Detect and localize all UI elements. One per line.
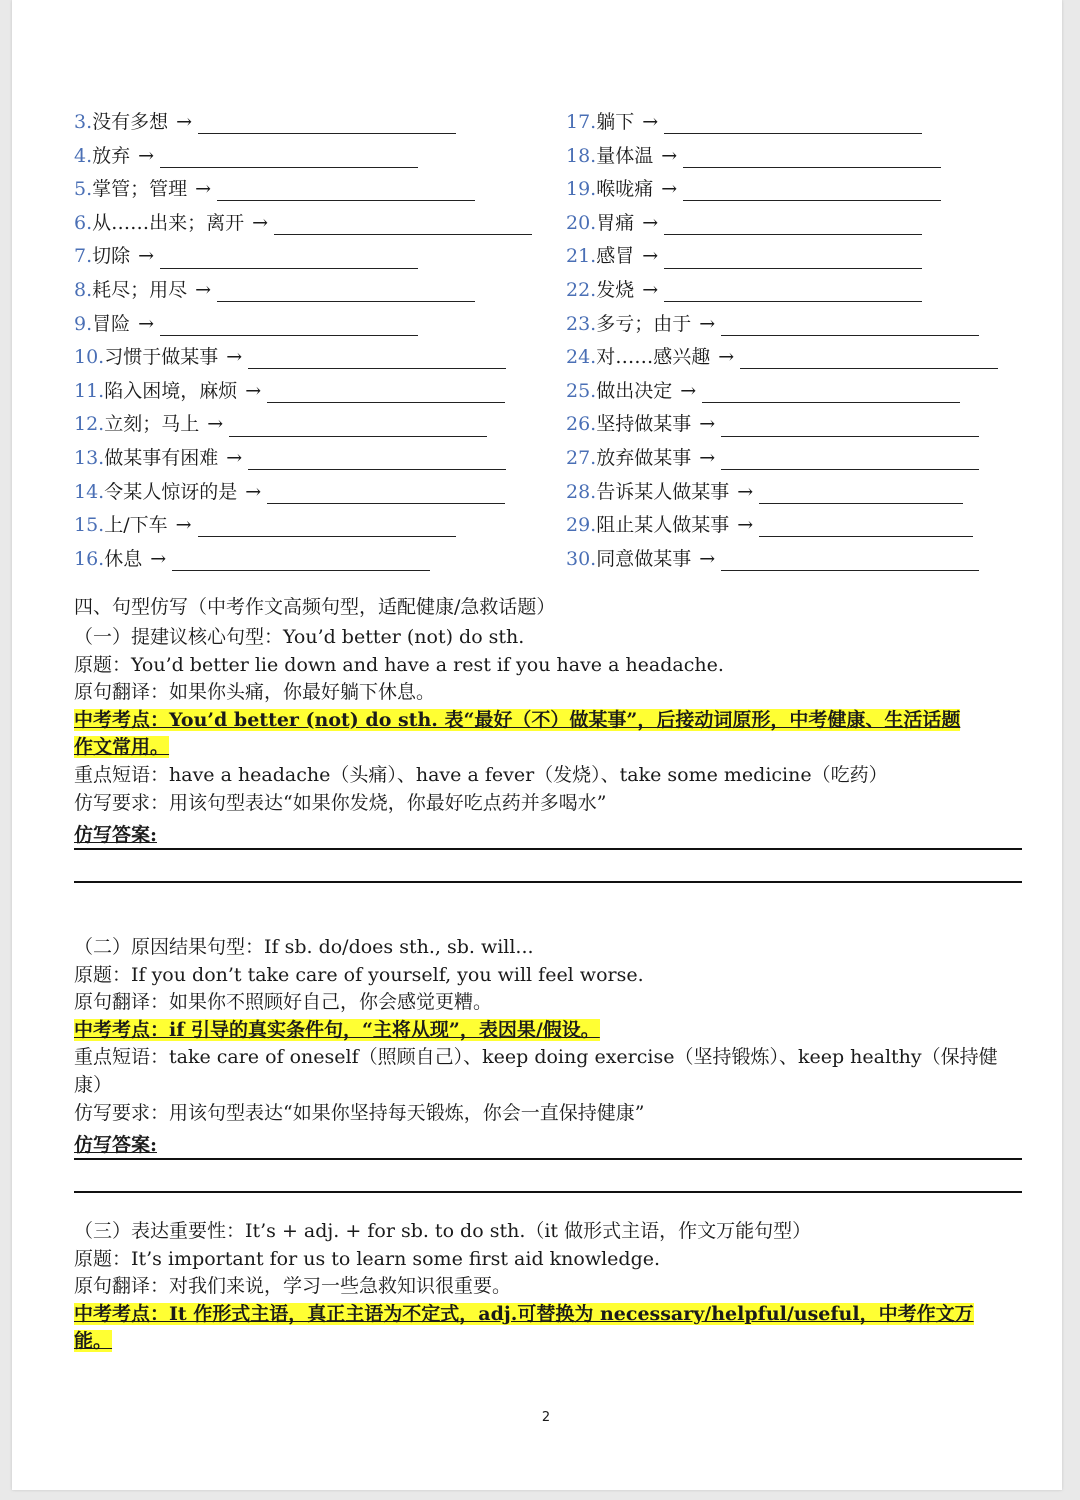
- vocab-item-number: 9.: [74, 312, 93, 335]
- arrow-icon: →: [661, 144, 678, 167]
- answer-blank[interactable]: [721, 447, 979, 470]
- arrow-icon: →: [661, 178, 678, 201]
- answer-blank[interactable]: [759, 481, 963, 504]
- answer-blank[interactable]: [160, 145, 418, 168]
- arrow-icon: →: [699, 413, 716, 436]
- part-2-phrases: 重点短语：take care of oneself（照顾自己）、keep doing exercise（坚持锻炼）、keep healthy（保持健: [74, 1046, 998, 1069]
- vocab-item-number: 8.: [74, 278, 93, 301]
- vocab-item-number: 13.: [74, 446, 105, 469]
- arrow-icon: →: [245, 379, 262, 402]
- vocab-item-number: 3.: [74, 111, 93, 133]
- vocab-item: [566, 543, 1034, 577]
- vocab-item-prompt: 没有多想: [92, 111, 169, 133]
- answer-blank[interactable]: [267, 481, 505, 504]
- part-3-exam-point: 中考考点：It 作形式主语，真正主语为不定式，adj.可替换为 necessary/helpful/useful，中考作文万: [74, 1302, 974, 1325]
- answer-blank[interactable]: [702, 380, 960, 403]
- vocab-item-number: 4.: [74, 144, 93, 167]
- answer-blank[interactable]: [721, 548, 979, 571]
- vocab-item-number: 14.: [74, 480, 105, 503]
- vocab-item-number: 10.: [74, 346, 105, 369]
- vocab-item-number: 17.: [566, 111, 597, 133]
- arrow-icon: →: [138, 245, 155, 268]
- vocab-item-prompt: 感冒: [596, 245, 635, 268]
- vocab-item-prompt: 做出决定: [596, 379, 673, 402]
- vocab-item-number: 25.: [566, 379, 597, 402]
- vocab-item: [74, 308, 566, 342]
- answer-blank[interactable]: [664, 246, 922, 269]
- answer-blank[interactable]: [664, 279, 922, 302]
- part-1-heading: （一）提建议核心句型：You’d better (not) do sth.: [74, 626, 525, 648]
- vocab-item: [74, 442, 566, 476]
- vocab-item-prompt: 放弃: [92, 144, 131, 167]
- vocab-item-number: 18.: [566, 144, 597, 167]
- vocab-item-number: 11.: [74, 379, 105, 402]
- arrow-icon: →: [642, 245, 659, 268]
- part-2-answer: [74, 1132, 1022, 1193]
- answer-line-1[interactable]: [74, 822, 1022, 850]
- vocab-item: [74, 207, 566, 241]
- vocab-item-number: 29.: [566, 514, 597, 537]
- part-1: [74, 624, 1024, 817]
- vocab-item-prompt: 同意做某事: [596, 547, 692, 570]
- vocab-item: [74, 173, 566, 207]
- vocab-item-prompt: 从……出来；离开: [92, 211, 245, 234]
- answer-blank[interactable]: [267, 380, 505, 403]
- vocab-exercise: [74, 106, 1034, 576]
- vocab-item: [74, 543, 566, 577]
- vocab-item: [566, 341, 1034, 375]
- vocab-item-number: 16.: [74, 547, 105, 570]
- arrow-icon: →: [226, 346, 243, 369]
- arrow-icon: →: [245, 480, 262, 503]
- vocab-item: [566, 308, 1034, 342]
- vocab-item-prompt: 喉咙痛: [596, 178, 654, 201]
- arrow-icon: →: [175, 514, 192, 537]
- answer-line-2[interactable]: [74, 1160, 1022, 1193]
- part-2-translation: 原句翻译：如果你不照顾好自己，你会感觉更糟。: [74, 991, 493, 1014]
- answer-label: 仿写答案:: [74, 824, 158, 846]
- arrow-icon: →: [207, 413, 224, 436]
- part-2-requirement: 仿写要求：用该句型表达“如果你坚持每天锻炼，你会一直保持健康”: [74, 1101, 645, 1124]
- part-1-answer: [74, 822, 1022, 883]
- vocab-item: [74, 509, 566, 543]
- vocab-item-number: 20.: [566, 211, 597, 234]
- vocab-item-number: 19.: [566, 178, 597, 201]
- arrow-icon: →: [195, 178, 212, 201]
- arrow-icon: →: [699, 547, 716, 570]
- vocab-item-prompt: 坚持做某事: [596, 413, 692, 436]
- answer-blank[interactable]: [198, 514, 456, 537]
- vocab-item-prompt: 告诉某人做某事: [596, 480, 730, 503]
- vocab-item: [74, 274, 566, 308]
- vocab-item-number: 7.: [74, 245, 93, 268]
- answer-blank[interactable]: [248, 346, 506, 369]
- part-1-exam-point-cont: 作文常用。: [74, 736, 170, 759]
- vocab-item-number: 28.: [566, 480, 597, 503]
- part-3: [74, 1218, 1024, 1356]
- arrow-icon: →: [226, 446, 243, 469]
- vocab-item-prompt: 立刻；马上: [104, 413, 200, 436]
- answer-blank[interactable]: [248, 447, 506, 470]
- answer-blank[interactable]: [664, 212, 922, 235]
- answer-blank[interactable]: [217, 279, 475, 302]
- arrow-icon: →: [737, 514, 754, 537]
- answer-blank[interactable]: [274, 212, 532, 235]
- vocab-item-number: 22.: [566, 278, 597, 301]
- arrow-icon: →: [150, 547, 167, 570]
- answer-blank[interactable]: [759, 514, 973, 537]
- arrow-icon: →: [642, 211, 659, 234]
- vocab-item: [566, 106, 1034, 140]
- answer-blank[interactable]: [721, 414, 979, 437]
- answer-blank[interactable]: [229, 414, 487, 437]
- vocab-item: [74, 408, 566, 442]
- arrow-icon: →: [699, 446, 716, 469]
- arrow-icon: →: [699, 312, 716, 335]
- section-title: 四、句型仿写（中考作文高频句型，适配健康/急救话题）: [74, 596, 556, 618]
- part-1-exam-point: 中考考点：You’d better (not) do sth. 表“最好（不）做某事”，后接动词原形，中考健康、生活话题: [74, 708, 961, 731]
- arrow-icon: →: [718, 346, 735, 369]
- vocab-item-number: 27.: [566, 446, 597, 469]
- vocab-item-prompt: 习惯于做某事: [104, 346, 219, 369]
- arrow-icon: →: [252, 211, 269, 234]
- vocab-item-prompt: 耗尽；用尽: [92, 278, 188, 301]
- vocab-item: [566, 207, 1034, 241]
- vocab-item-prompt: 休息: [104, 547, 143, 570]
- arrow-icon: →: [642, 111, 659, 133]
- arrow-icon: →: [680, 379, 697, 402]
- document-page: [12, 0, 1062, 1490]
- answer-line-2[interactable]: [74, 850, 1022, 883]
- vocab-item-number: 12.: [74, 413, 105, 436]
- answer-label: 仿写答案:: [74, 1134, 158, 1156]
- vocab-item-number: 23.: [566, 312, 597, 335]
- part-3-exam-point-cont: 能。: [74, 1330, 113, 1353]
- vocab-item-prompt: 量体温: [596, 144, 654, 167]
- answer-blank[interactable]: [217, 178, 475, 201]
- part-1-original: 原题：You’d better lie down and have a rest if you have a headache.: [74, 653, 724, 676]
- vocab-item: [566, 173, 1034, 207]
- answer-blank[interactable]: [740, 346, 998, 369]
- vocab-item-prompt: 对……感兴趣: [596, 346, 711, 369]
- vocab-item-prompt: 陷入困境，麻烦: [104, 379, 238, 402]
- answer-blank[interactable]: [198, 111, 456, 134]
- vocab-item: [566, 240, 1034, 274]
- part-2-original: 原题：If you don’t take care of yourself, you will feel worse.: [74, 963, 644, 986]
- vocab-item-number: 26.: [566, 413, 597, 436]
- part-2: [74, 934, 1024, 1127]
- part-1-translation: 原句翻译：如果你头痛，你最好躺下休息。: [74, 681, 436, 704]
- answer-blank[interactable]: [721, 313, 979, 336]
- vocab-item-number: 15.: [74, 514, 105, 537]
- vocab-item: [566, 274, 1034, 308]
- part-2-exam-point: 中考考点：if 引导的真实条件句，“主将从现”，表因果/假设。: [74, 1018, 600, 1041]
- part-3-translation: 原句翻译：对我们来说，学习一些急救知识很重要。: [74, 1275, 512, 1298]
- answer-blank[interactable]: [160, 246, 418, 269]
- arrow-icon: →: [737, 480, 754, 503]
- vocab-item-prompt: 胃痛: [596, 211, 635, 234]
- vocab-item: [74, 140, 566, 174]
- vocab-item-prompt: 放弃做某事: [596, 446, 692, 469]
- vocab-item: [566, 408, 1034, 442]
- part-2-phrases-cont: 康）: [74, 1073, 113, 1096]
- arrow-icon: →: [642, 278, 659, 301]
- part-2-heading: （二）原因结果句型：If sb. do/does sth., sb. will...: [74, 936, 534, 958]
- vocab-item: [74, 375, 566, 409]
- vocab-column-right: [566, 106, 1034, 576]
- vocab-item-prompt: 令某人惊讶的是: [104, 480, 238, 503]
- vocab-item-number: 24.: [566, 346, 597, 369]
- vocab-item-number: 6.: [74, 211, 93, 234]
- answer-blank[interactable]: [683, 178, 941, 201]
- vocab-item-prompt: 切除: [92, 245, 131, 268]
- arrow-icon: →: [195, 278, 212, 301]
- vocab-item-prompt: 发烧: [596, 278, 635, 301]
- vocab-item: [566, 509, 1034, 543]
- page-number: 2: [541, 1410, 551, 1425]
- vocab-item: [566, 140, 1034, 174]
- vocab-item: [74, 106, 566, 140]
- answer-blank[interactable]: [160, 313, 418, 336]
- vocab-item-prompt: 阻止某人做某事: [596, 514, 730, 537]
- arrow-icon: →: [138, 144, 155, 167]
- vocab-item-number: 5.: [74, 178, 93, 201]
- part-3-heading: （三）表达重要性：It’s + adj. + for sb. to do sth.（it 做形式主语，作文万能句型）: [74, 1220, 812, 1242]
- vocab-item-number: 21.: [566, 245, 597, 268]
- part-3-original: 原题：It’s important for us to learn some first aid knowledge.: [74, 1247, 661, 1270]
- answer-blank[interactable]: [172, 548, 430, 571]
- vocab-item: [566, 476, 1034, 510]
- vocab-item: [566, 442, 1034, 476]
- answer-line-1[interactable]: [74, 1132, 1022, 1160]
- part-1-requirement: 仿写要求：用该句型表达“如果你发烧，你最好吃点药并多喝水”: [74, 791, 607, 814]
- vocab-item-prompt: 做某事有困难: [104, 446, 219, 469]
- answer-blank[interactable]: [664, 111, 922, 134]
- vocab-column-left: [74, 106, 566, 576]
- vocab-item-prompt: 冒险: [92, 312, 131, 335]
- vocab-item: [74, 476, 566, 510]
- vocab-item: [566, 375, 1034, 409]
- vocab-item-number: 30.: [566, 547, 597, 570]
- vocab-item-prompt: 多亏；由于: [596, 312, 692, 335]
- vocab-item-prompt: 掌管；管理: [92, 178, 188, 201]
- vocab-item: [74, 341, 566, 375]
- vocab-item-prompt: 上/下车: [104, 514, 168, 537]
- vocab-item: [74, 240, 566, 274]
- arrow-icon: →: [176, 111, 193, 133]
- arrow-icon: →: [138, 312, 155, 335]
- part-1-phrases: 重点短语：have a headache（头痛）、have a fever（发烧）、take some medicine（吃药）: [74, 763, 888, 786]
- answer-blank[interactable]: [683, 145, 941, 168]
- vocab-item-prompt: 躺下: [596, 111, 635, 133]
